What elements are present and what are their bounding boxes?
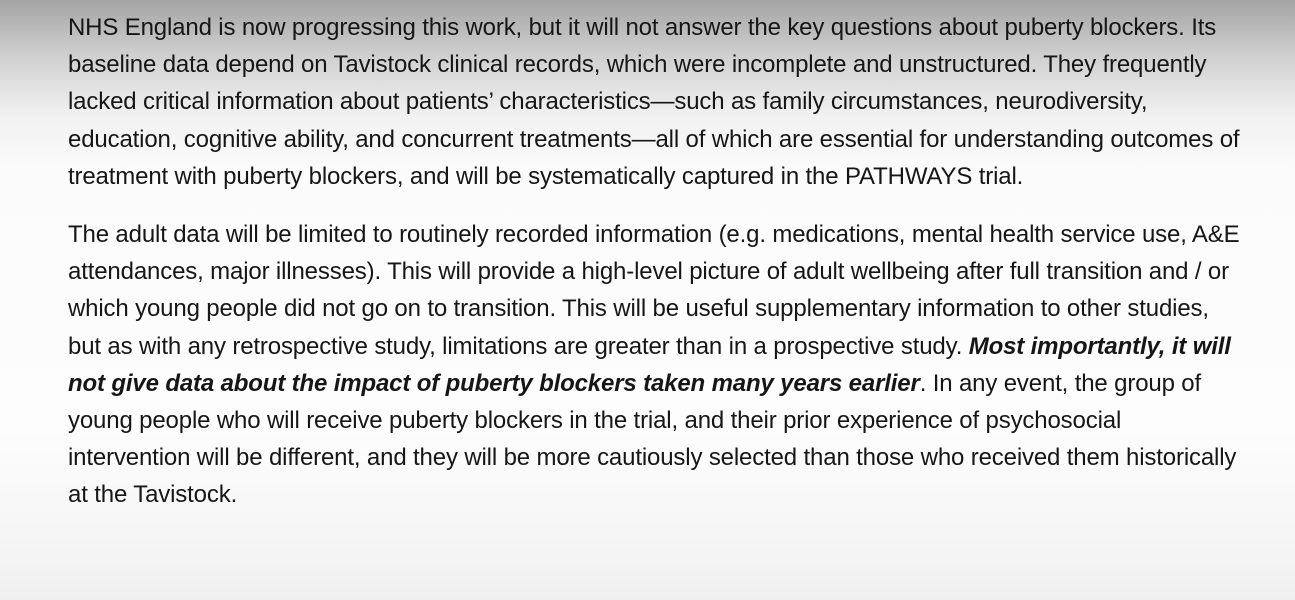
paragraph-adult-data-emphasis: Most importantly, it will not give data about the impact of puberty blockers taken many years earlier [68, 332, 1231, 397]
paragraph-adult-data-limitations [68, 216, 1243, 514]
paragraph-nhs-england-progressing-work: NHS England is now progressing this work, but it will not answer the key questions about puberty blockers. Its baseline data depend on Tavistock clinical records, which were incomplete and unstructured. They frequently lacked critical information about patients’ characteristics—such as family circumstances, neurodiversity, education, cognitive ability, and concurrent treatments—all of which are essential for understanding outcomes of treatment with puberty blockers, and will be systematically captured in the PATHWAYS trial. [68, 14, 1240, 190]
paragraph-adult-data-text-after: . In any event, the group of young people who will receive puberty blockers in the trial, and their prior experience of psychosocial intervention will be different, and they will be more cautiously selected than those who received them historically at the Tavistock. [68, 369, 1237, 509]
document-text [68, 9, 1243, 514]
paragraph-adult-data-text-before: The adult data will be limited to routinely recorded information (e.g. medications, mental health service use, A&E attendances, major illnesses). This will provide a high-level picture of adult wellbeing after full transition and / or which young people did not go on to transition. This will be useful supplementary information to other studies, but as with any retrospective study, limitations are greater than in a prospective study. [68, 221, 1240, 360]
